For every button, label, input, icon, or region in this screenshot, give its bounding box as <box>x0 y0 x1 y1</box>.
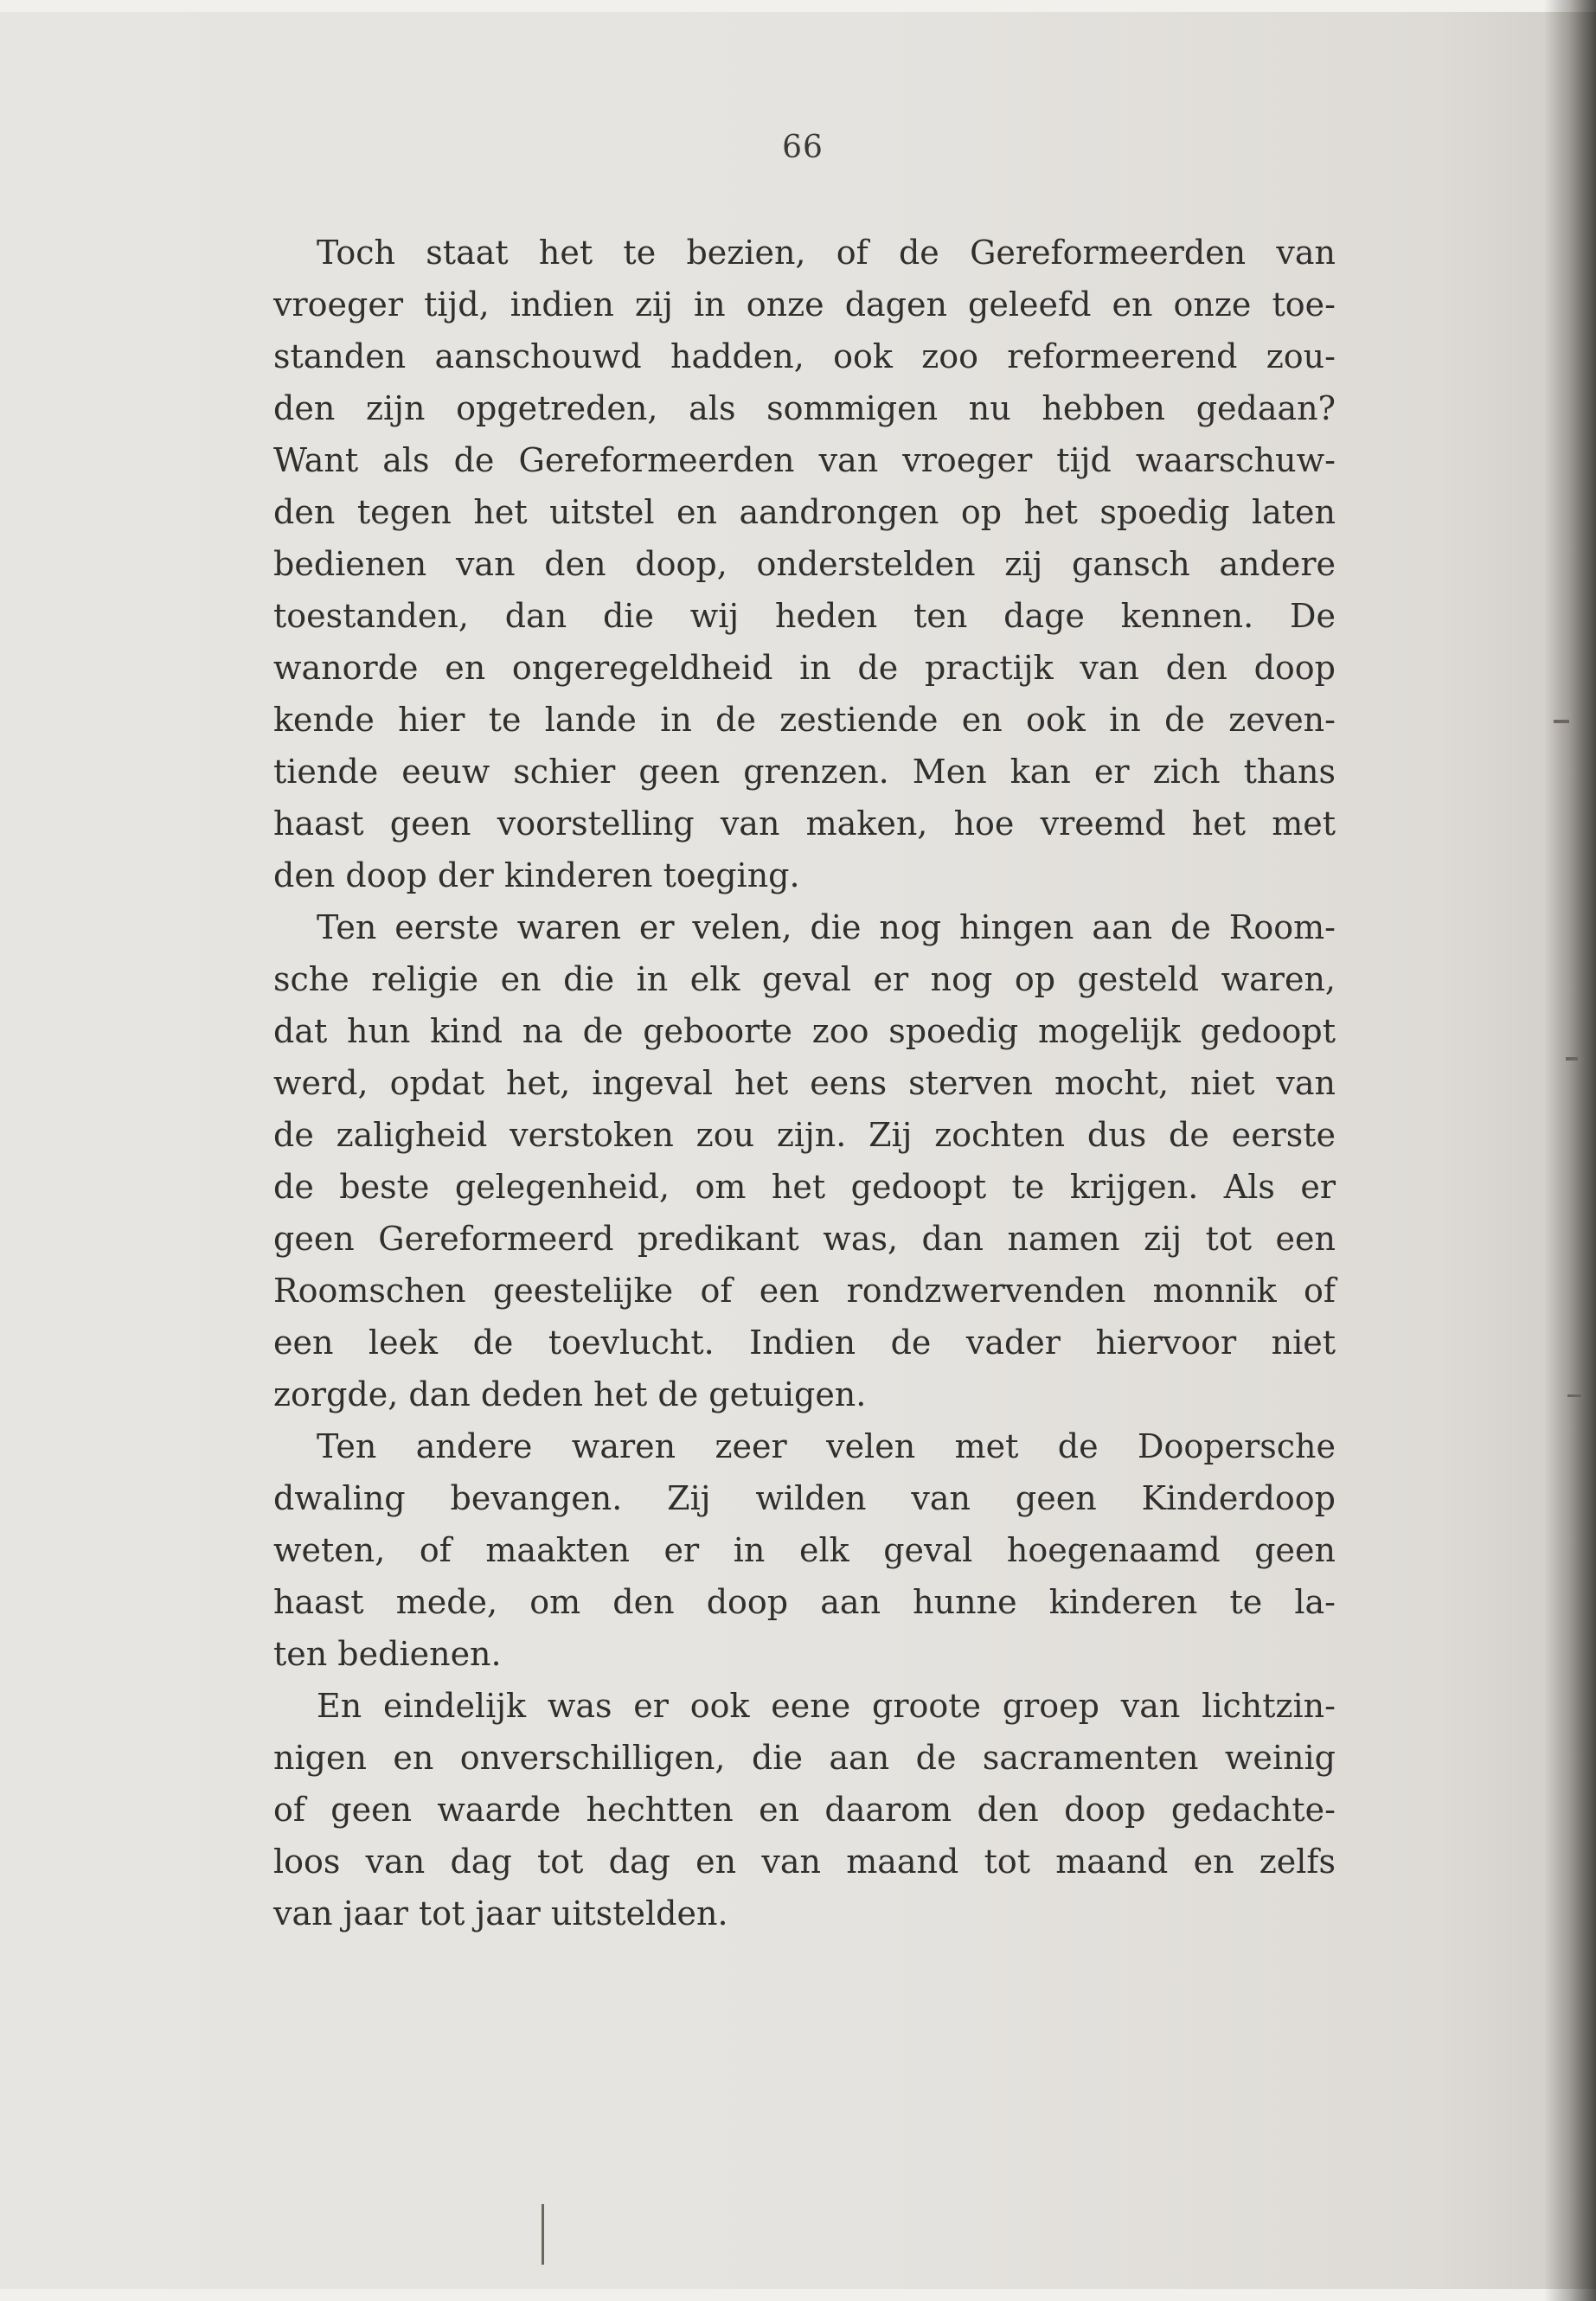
text-line: de zaligheid verstoken zou zijn. Zij zochten dus de eerste <box>273 1116 1336 1154</box>
text-line: werd, opdat het, ingeval het eens sterven mocht, niet van <box>273 1064 1336 1102</box>
scan-bottom-border <box>0 2289 1596 2301</box>
text-line: Ten eerste waren er velen, die nog hingen aan de Room- <box>317 908 1336 946</box>
margin-mark <box>1554 720 1569 723</box>
text-line: haast mede, om den doop aan hunne kinderen te la- <box>273 1583 1336 1621</box>
text-line: toestanden, dan die wij heden ten dage kennen. De <box>273 597 1336 635</box>
text-line: geen Gereformeerd predikant was, dan namen zij tot een <box>273 1220 1336 1258</box>
margin-mark <box>1567 1394 1581 1397</box>
body-text <box>273 227 1336 1939</box>
text-line: van jaar tot jaar uitstelden. <box>273 1894 728 1932</box>
text-line: Want als de Gereformeerden van vroeger tijd waarschuw- <box>273 441 1336 479</box>
text-line: den tegen het uitstel en aandrongen op het spoedig laten <box>273 493 1336 531</box>
margin-mark <box>542 2204 544 2265</box>
text-line: of geen waarde hechtten en daarom den doop gedachte- <box>273 1791 1336 1829</box>
paragraph <box>273 901 1336 1420</box>
text-line: standen aanschouwd hadden, ook zoo reformeerend zou- <box>273 337 1336 375</box>
text-line: tiende eeuw schier geen grenzen. Men kan er zich thans <box>273 753 1336 791</box>
text-line: vroeger tijd, indien zij in onze dagen geleefd en onze toe- <box>273 285 1336 324</box>
text-line: zorgde, dan deden het de getuigen. <box>273 1375 867 1413</box>
page-number: 66 <box>782 130 824 165</box>
text-line: ten bedienen. <box>273 1635 502 1673</box>
binding-gutter-shadow <box>1544 0 1596 2301</box>
text-line: En eindelijk was er ook eene groote groep van lichtzin- <box>317 1687 1336 1725</box>
text-line: weten, of maakten er in elk geval hoegenaamd geen <box>273 1531 1336 1569</box>
text-line: loos van dag tot dag en van maand tot maand en zelfs <box>273 1843 1336 1881</box>
paragraph <box>273 1420 1336 1680</box>
text-line: sche religie en die in elk geval er nog op gesteld waren, <box>273 960 1336 998</box>
text-line: nigen en onverschilligen, die aan de sacramenten weinig <box>273 1739 1336 1777</box>
text-line: Roomschen geestelijke of een rondzwervenden monnik of <box>273 1272 1336 1310</box>
paragraph <box>273 227 1336 901</box>
scan-top-border <box>0 0 1596 12</box>
text-line: haast geen voorstelling van maken, hoe vreemd het met <box>273 804 1336 843</box>
paragraph <box>273 1680 1336 1939</box>
text-line: de beste gelegenheid, om het gedoopt te krijgen. Als er <box>273 1168 1336 1206</box>
text-line: wanorde en ongeregeldheid in de practijk van den doop <box>273 649 1336 687</box>
text-line: Toch staat het te bezien, of de Gereformeerden van <box>317 234 1336 272</box>
margin-mark <box>1566 1057 1578 1061</box>
text-line: den doop der kinderen toeging. <box>273 856 800 894</box>
text-line: Ten andere waren zeer velen met de Doopersche <box>317 1427 1336 1465</box>
text-line: dat hun kind na de geboorte zoo spoedig mogelijk gedoopt <box>273 1012 1336 1050</box>
text-line: den zijn opgetreden, als sommigen nu hebben gedaan? <box>273 389 1336 427</box>
text-line: een leek de toevlucht. Indien de vader hiervoor niet <box>273 1324 1336 1362</box>
text-line: kende hier te lande in de zestiende en ook in de zeven- <box>273 701 1336 739</box>
text-line: dwaling bevangen. Zij wilden van geen Kinderdoop <box>273 1479 1336 1517</box>
text-line: bedienen van den doop, onderstelden zij gansch andere <box>273 545 1336 583</box>
